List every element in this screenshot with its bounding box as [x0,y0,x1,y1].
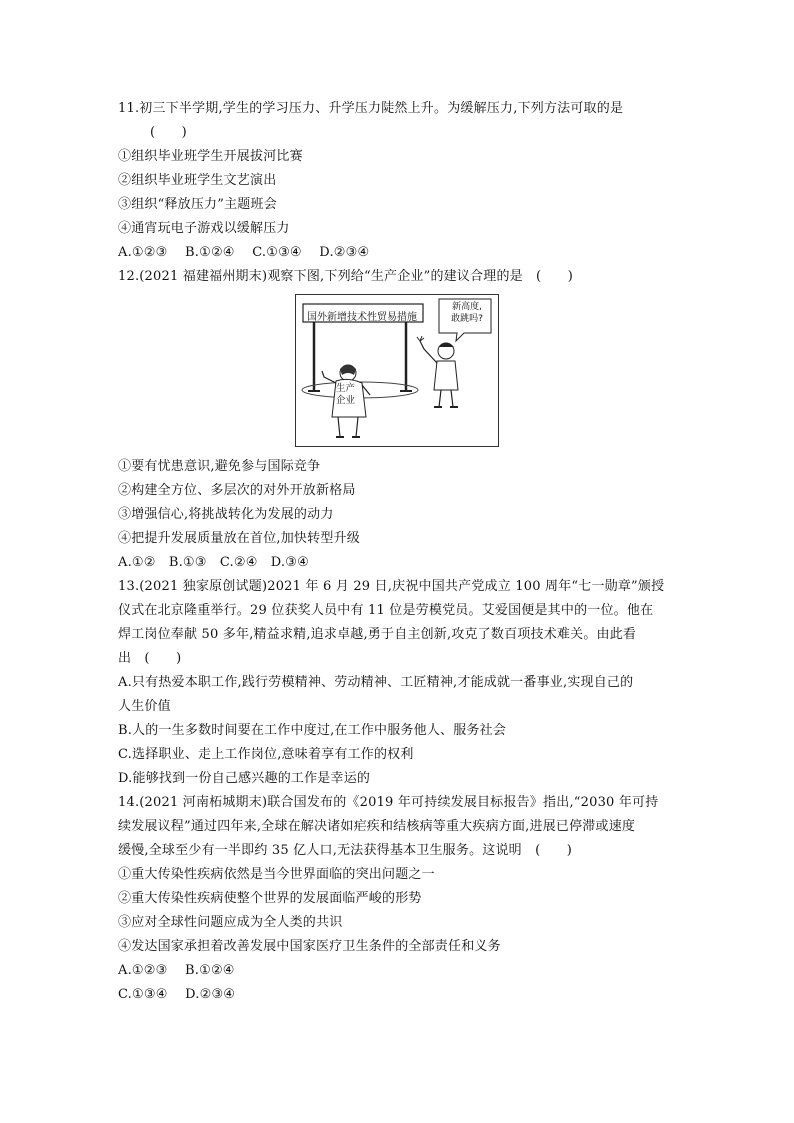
q14-option-2: ②重大传染性疾病使整个世界的发展面临严峻的形势 [118,891,422,906]
q11-answer-paren: ( ) [150,125,187,140]
q14-choices-line-2: C.①③④ D.②③④ [118,987,236,1002]
q14-stem-line-2: 续发展议程”通过四年来,全球在解决诸如疟疾和结核病等重大疾病方面,进展已停滞或速度 [118,819,636,834]
bubble-line-1: 新高度, [452,302,482,312]
q13-option-a-line-2: 人生价值 [118,699,171,714]
q13-stem-line-2: 仪式在北京隆重举行。29 位获奖人员中有 11 位是劳模党员。艾爱国便是其中的一位。他在 [118,603,654,618]
q14-option-3: ③应对全球性问题应成为全人类的共识 [118,915,343,930]
q13-option-c: C.选择职业、走上工作岗位,意味着享有工作的权利 [118,747,414,762]
q13-stem-line-4: 出 ( ) [118,651,182,666]
q11-option-1: ①组织毕业班学生开展拔河比赛 [118,149,303,164]
q12-choices: A.①② B.①③ C.②④ D.③④ [118,555,309,570]
q14-choices-line-1: A.①②③ B.①②④ [118,963,235,978]
q13-option-d: D.能够找到一份自己感兴趣的工作是幸运的 [118,771,371,786]
q12-cartoon-figure [295,294,499,447]
q11-option-2: ②组织毕业班学生文艺演出 [118,173,277,188]
q12-option-4: ④把提升发展质量放在首位,加快转型升级 [118,531,360,546]
q13-stem-line-3: 焊工岗位奉献 50 多年,精益求精,追求卓越,勇于自主创新,攻克了数百项技术难关。由此看 [118,627,637,642]
q11-option-3: ③组织“释放压力”主题班会 [118,197,277,212]
cartoon-sign-text: 国外新增技术性贸易措施 [307,312,417,323]
cartoon-body-label [336,383,355,407]
q11-stem: 11.初三下半学期,学生的学习压力、升学压力陡然上升。为缓解压力,下列方法可取的是 [118,101,624,116]
q13-option-a-line-1: A.只有热爱本职工作,践行劳模精神、劳动精神、工匠精神,才能成就一番事业,实现自己的 [118,675,634,690]
q13-option-b: B.人的一生多数时间要在工作中度过,在工作中服务他人、服务社会 [118,723,507,738]
q13-stem-line-1: 13.(2021 独家原创试题)2021 年 6 月 29 日,庆祝中国共产党成立 100 周年“七一勋章”颁授 [118,579,665,594]
q12-option-1: ①要有忧患意识,避免参与国际竞争 [118,459,321,474]
q14-option-4: ④发达国家承担着改善发展中国家医疗卫生条件的全部责任和义务 [118,939,501,954]
man-body [434,361,458,390]
q14-stem-line-3: 缓慢,全球至少有一半即约 35 亿人口,无法获得基本卫生服务。这说明 ( ) [118,843,573,858]
body-line-1: 生产 [336,383,356,394]
bubble-line-2: 敢跳吗? [451,314,483,324]
q12-stem: 12.(2021 福建福州期末)观察下图,下列给“生产企业”的建议合理的是 ( ) [118,269,574,284]
cartoon-bubble-text [443,301,491,325]
q14-option-1: ①重大传染性疾病依然是当今世界面临的突出问题之一 [118,867,435,882]
q14-stem-line-1: 14.(2021 河南柘城期末)联合国发布的《2019 年可持续发展目标报告》指出,“2030 年可持 [118,795,659,810]
q11-option-4: ④通宵玩电子游戏以缓解压力 [118,221,290,236]
body-line-2: 企业 [336,395,356,406]
q12-option-3: ③增强信心,将挑战转化为发展的动力 [118,507,334,522]
q12-option-2: ②构建全方位、多层次的对外开放新格局 [118,483,356,498]
q11-choices: A.①②③ B.①②④ C.①③④ D.②③④ [118,245,370,260]
